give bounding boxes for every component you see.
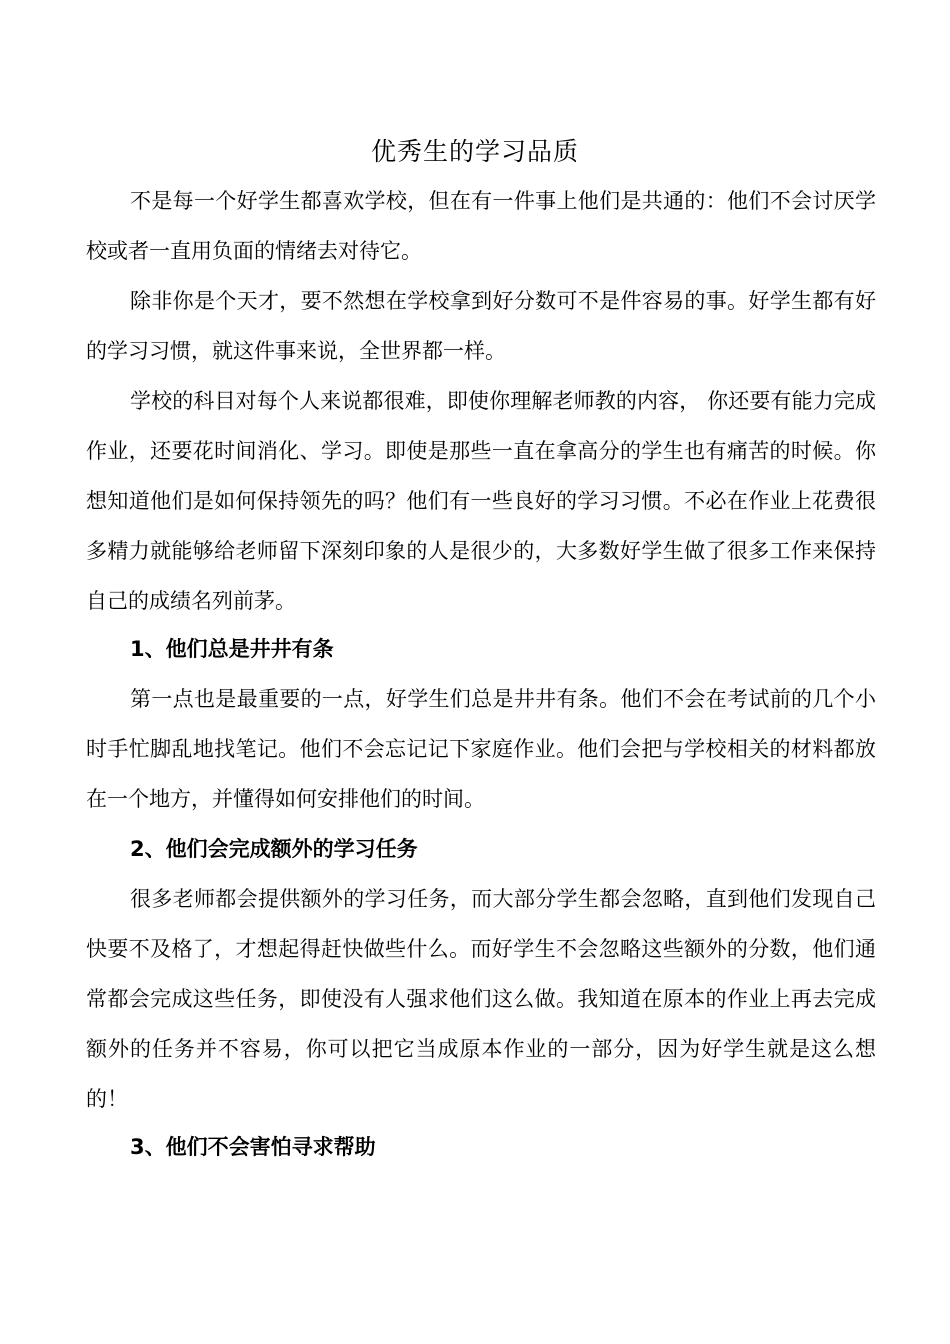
page-title: 优秀生的学习品质 xyxy=(370,137,579,166)
section-body-2: 很多老师都会提供额外的学习任务，而大部分学生都会忽略，直到他们发现自己快要不及格了，才想起得赶快做些什么。而好学生不会忽略这些额外的分数，他们通常都会完成这些任务，即使没有人强求他们这么做。我知道在原本的作业上再去完成额外的任务并不容易，你可以把它当成原本作业的一部分，因为好学生就是这么想的！ xyxy=(86,887,876,1111)
paragraph-intro-3: 学校的科目对每个人来说都很难，即使你理解老师教的内容， 你还要有能力完成作业，还要花时间消化、学习。即使是那些一直在拿高分的学生也有痛苦的时候。你想知道他们是如何保持领先的吗？他们有一些良好的学习习惯。不必在作业上花费很多精力就能够给老师留下深刻印象的人是很少的，大多数好学生做了很多工作来保持自己的成绩名列前茅。 xyxy=(86,389,876,613)
section-heading-2: 2、他们会完成额外的学习任务 xyxy=(130,837,418,861)
section-body-1: 第一点也是最重要的一点，好学生们总是井井有条。他们不会在考试前的几个小时手忙脚乱地找笔记。他们不会忘记记下家庭作业。他们会把与学校相关的材料都放在一个地方，并懂得如何安排他们的时间。 xyxy=(86,687,876,811)
paragraph-intro-2: 除非你是个天才，要不然想在学校拿到好分数可不是件容易的事。好学生都有好的学习习惯，就这件事来说，全世界都一样。 xyxy=(86,289,876,363)
paragraph-intro-1: 不是每一个好学生都喜欢学校，但在有一件事上他们是共通的：他们不会讨厌学校或者一直用负面的情绪去对待它。 xyxy=(86,189,876,263)
section-heading-3: 3、他们不会害怕寻求帮助 xyxy=(130,1135,376,1159)
section-heading-1: 1、他们总是井井有条 xyxy=(130,637,334,661)
